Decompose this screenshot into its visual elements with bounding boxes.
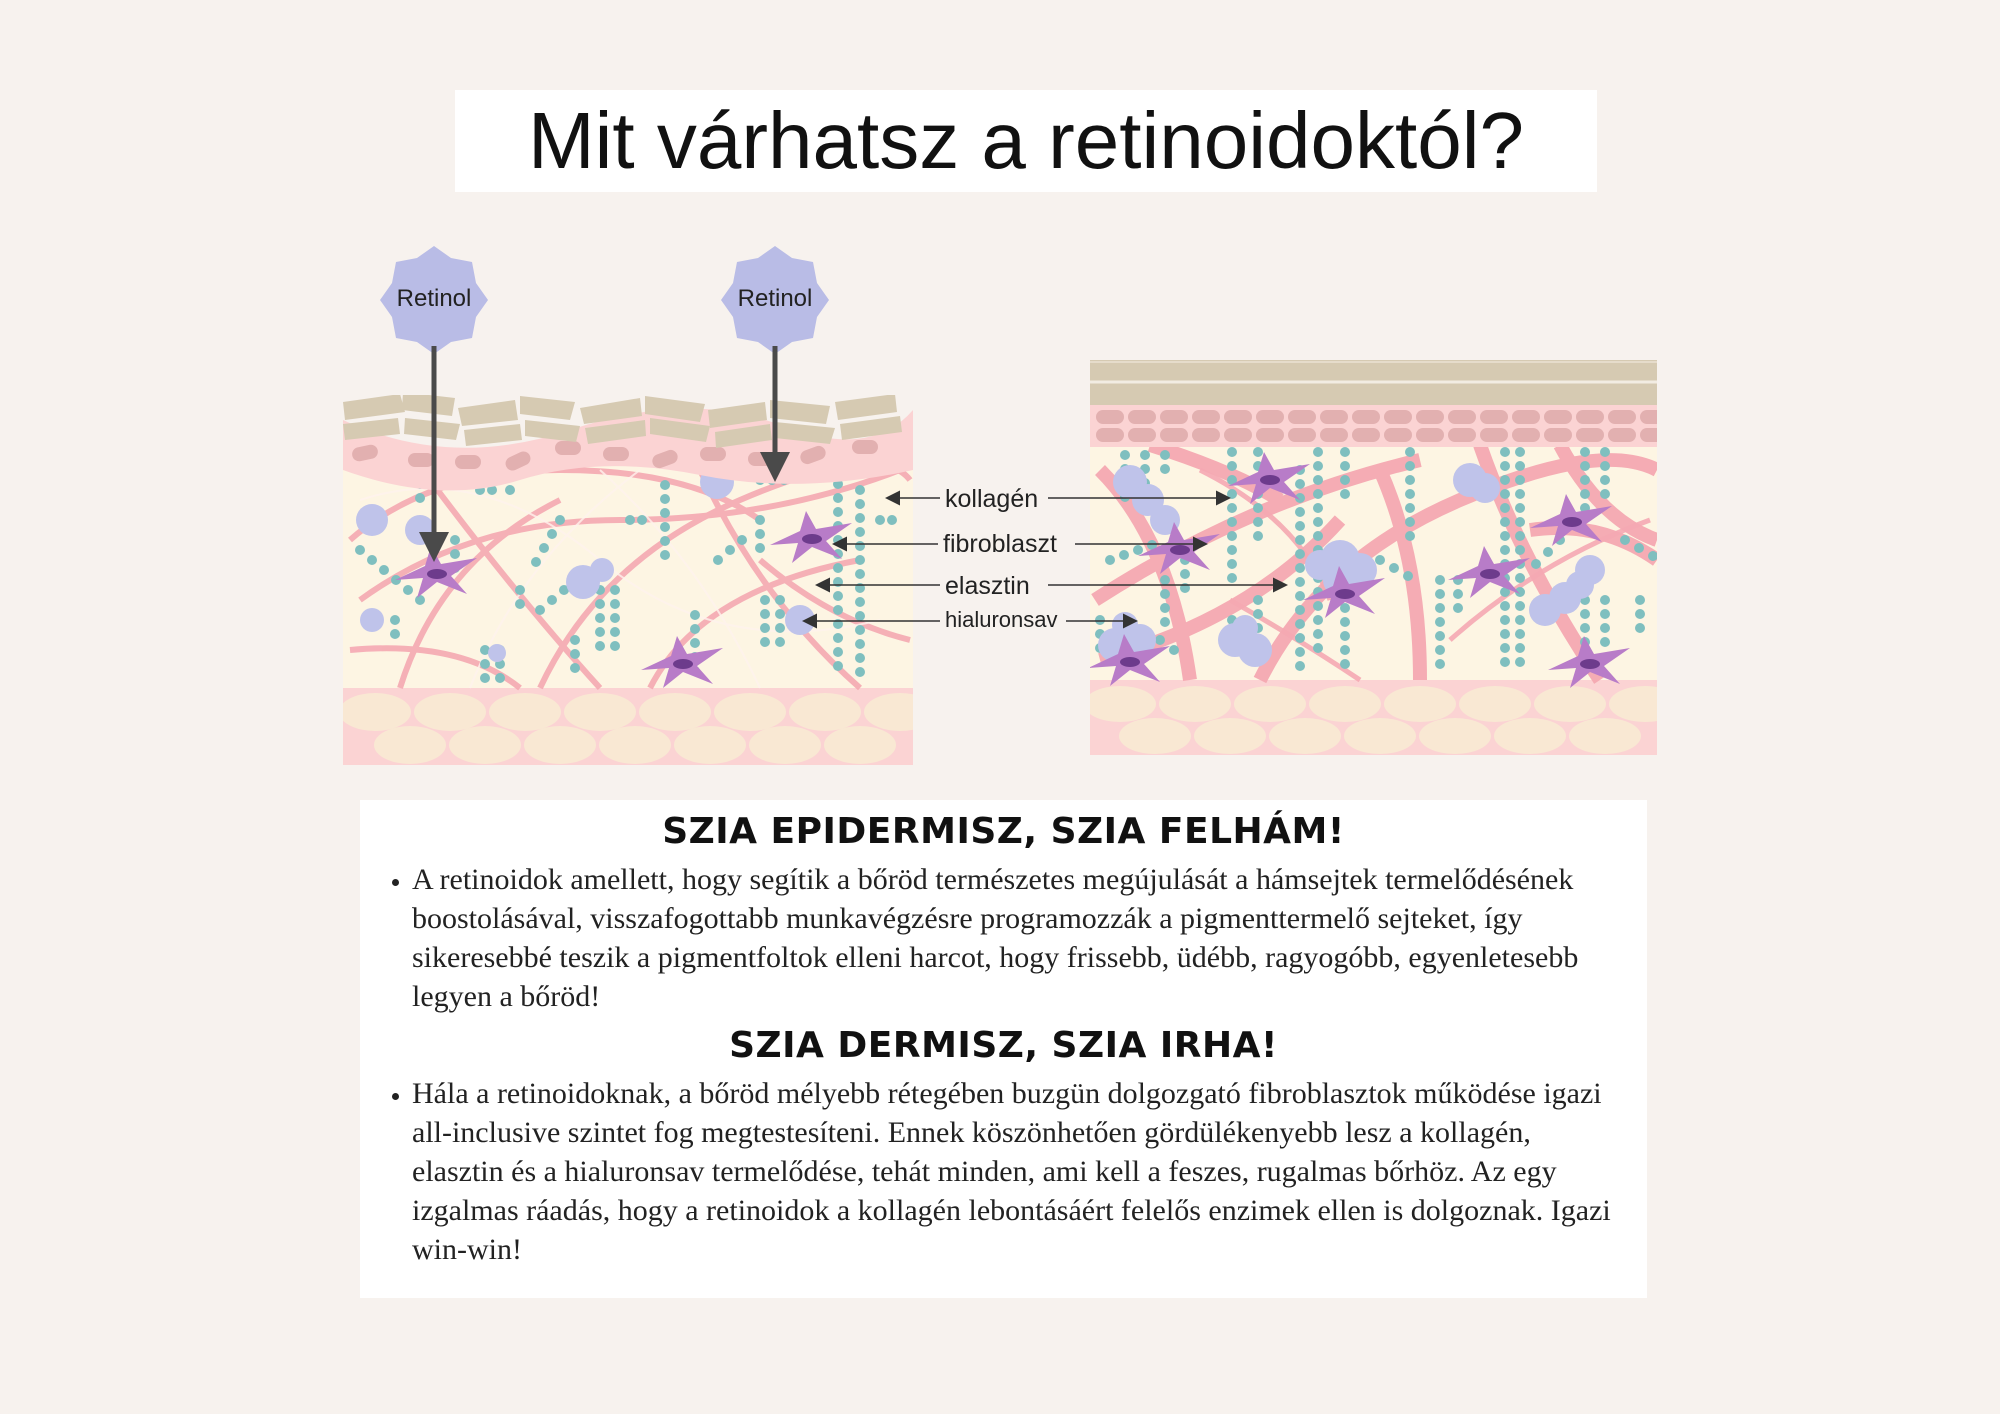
retinol-label-2: Retinol: [737, 285, 813, 312]
retinol-label-1: Retinol: [396, 285, 472, 312]
stratum-corneum-right: [1090, 360, 1657, 405]
section-heading-dermis: SZIA DERMISZ, SZIA IRHA!: [729, 1025, 1278, 1066]
retinol-badge-1: [380, 246, 488, 354]
section-text-epidermis: • A retinoidok amellett, hogy segítik a bőröd természetes megújulását a hámsejtek termelődésének boostolásával, visszafogottabb munkavégzésre programozzák a pigmenttermelő sejteket, így sikeresebbé teszik a pigmentfoltok elleni harcot, hogy frissebb, üdébb, ragyogóbb, egyenletesebb legyen a bőröd!: [412, 860, 1617, 1016]
skin-panel-right: [1084, 360, 1681, 755]
section-list-dermis: [360, 1074, 1647, 1269]
text-panel: [360, 800, 1647, 1298]
section-text-dermis: • Hála a retinoidoknak, a bőröd mélyebb rétegében buzgün dolgozgató fibroblasztok működése igazi all-inclusive szintet fog megtestesíteni. Ennek köszönhetően gördülékenyebb lesz a kollagén, elasztin és a hialuronsav termelődése, tehát minden, ami kell a feszes, rugalmas bőrhöz. Az egy izgalmas ráadás, hogy a retinoidok a kollagén lebontásáért felelős enzimek ellen is dolgoznak. Igazi win-win!: [412, 1074, 1617, 1269]
page-title: Mit várhatsz a retinoidoktól?: [527, 96, 1524, 185]
callout-elastin: elasztin: [945, 572, 1030, 600]
callout-hyaluronic: hialuronsav: [945, 607, 1058, 632]
retinol-badge-2: [721, 246, 829, 354]
callout-collagen: kollagén: [945, 485, 1039, 513]
callout-fibroblast: fibroblaszt: [943, 530, 1057, 558]
skin-panel-left: [339, 392, 936, 765]
section-heading-epidermis: SZIA EPIDERMISZ, SZIA FELHÁM!: [662, 811, 1345, 852]
section-list-epidermis: [360, 860, 1647, 1016]
